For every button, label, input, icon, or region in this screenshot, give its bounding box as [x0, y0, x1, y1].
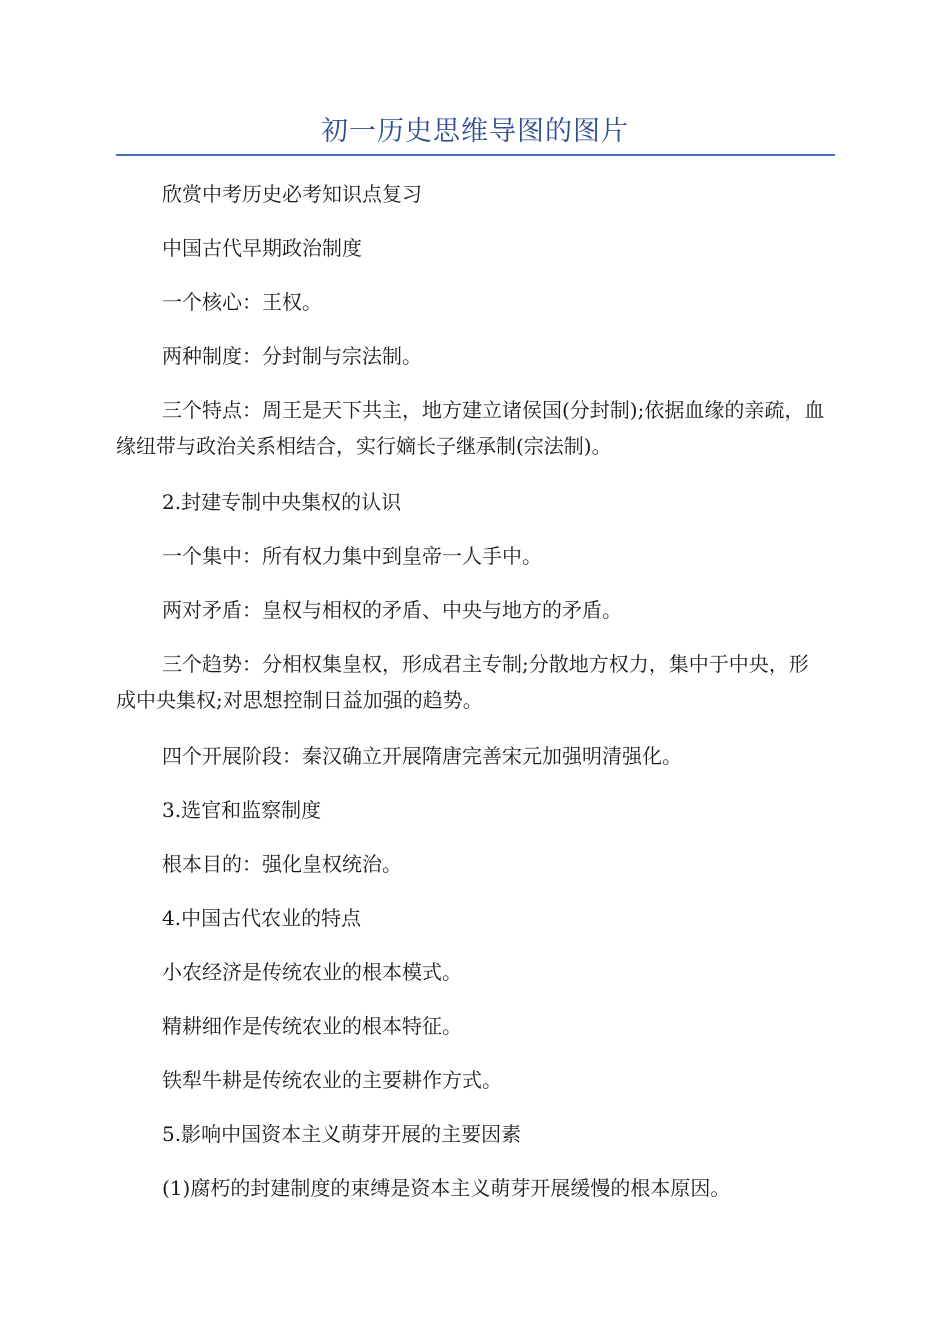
paragraph: 四个开展阶段：秦汉确立开展隋唐完善宋元加强明清强化。 [162, 744, 682, 768]
paragraph: 铁犁牛耕是传统农业的主要耕作方式。 [162, 1068, 502, 1092]
paragraph: 小农经济是传统农业的根本模式。 [162, 960, 462, 984]
paragraph: 一个集中：所有权力集中到皇帝一人手中。 [162, 544, 542, 568]
section-heading: 2.封建专制中央集权的认识 [162, 490, 402, 514]
paragraph: 精耕细作是传统农业的根本特征。 [162, 1014, 462, 1038]
paragraph: (1)腐朽的封建制度的束缚是资本主义萌芽开展缓慢的根本原因。 [162, 1176, 731, 1200]
paragraph: 一个核心：王权。 [162, 290, 322, 314]
paragraph: 两对矛盾：皇权与相权的矛盾、中央与地方的矛盾。 [162, 598, 622, 622]
section-heading: 中国古代早期政治制度 [162, 236, 362, 260]
section-heading: 4.中国古代农业的特点 [162, 906, 362, 930]
paragraph: 两种制度：分封制与宗法制。 [162, 344, 422, 368]
paragraph: 根本目的：强化皇权统治。 [162, 852, 402, 876]
paragraph: 三个趋势：分相权集皇权，形成君主专制;分散地方权力，集中于中央，形成中央集权;对思想控制日益加强的趋势。 [116, 652, 809, 712]
title-underline [116, 154, 835, 156]
document-title: 初一历史思维导图的图片 [321, 116, 629, 147]
paragraph: 欣赏中考历史必考知识点复习 [162, 182, 422, 206]
section-heading: 5.影响中国资本主义萌芽开展的主要因素 [162, 1122, 522, 1146]
paragraph: 三个特点：周王是天下共主，地方建立诸侯国(分封制);依据血缘的亲疏，血缘纽带与政治关系相结合，实行嫡长子继承制(宗法制)。 [116, 398, 825, 458]
section-heading: 3.选官和监察制度 [162, 798, 322, 822]
